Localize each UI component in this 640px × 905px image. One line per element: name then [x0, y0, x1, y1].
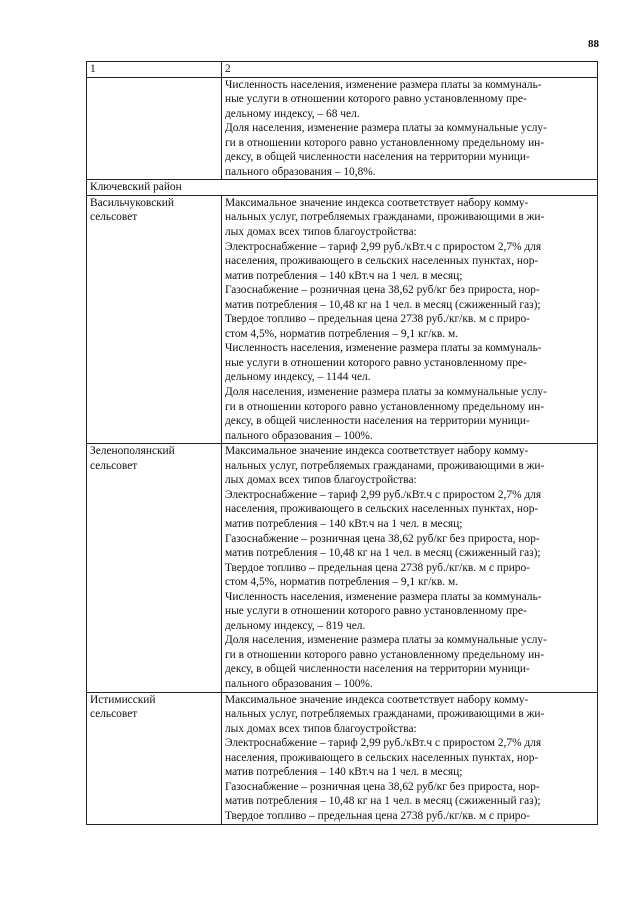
paragraph: Электроснабжение – тариф 2,99 руб./кВт.ч с приростом 2,7% для населения, проживающего в сельских населенных пунктах, нор- матив потребления – 140 кВт.ч на 1 чел. в месяц;: [225, 240, 542, 282]
municipality-name: [87, 77, 222, 180]
indicator-description: [222, 77, 598, 180]
paragraph: Электроснабжение – тариф 2,99 руб./кВт.ч с приростом 2,7% для населения, проживающего в сельских населенных пунктах, нор- матив потребления – 140 кВт.ч на 1 чел. в месяц;: [225, 737, 542, 779]
paragraph: Доля населения, изменение размера платы за коммунальные услу- ги в отношении которого равно установленному предельному ин- дексу, в общей численности населения на территории муници- пального образования – 100%.: [225, 634, 547, 690]
municipality-name-text: Зеленополянский сельсовет: [90, 445, 175, 472]
table-header-row: [87, 62, 598, 78]
municipality-name: [87, 692, 222, 824]
paragraph: Максимальное значение индекса соответствует набору комму- нальных услуг, потребляемых гражданами, проживающими в жи- лых домах всех типов благоустройства:: [225, 196, 545, 239]
paragraph: Электроснабжение – тариф 2,99 руб./кВт.ч с приростом 2,7% для населения, проживающего в сельских населенных пунктах, нор- матив потребления – 140 кВт.ч на 1 чел. в месяц;: [225, 488, 542, 530]
paragraph: Максимальное значение индекса соответствует набору комму- нальных услуг, потребляемых гражданами, проживающими в жи- лых домах всех типов благоустройства:: [225, 693, 545, 735]
municipality-name-text: Истимисский сельсовет: [90, 693, 156, 721]
table-row: [87, 195, 598, 443]
column-header-1: 1: [87, 62, 222, 78]
indicator-description: [222, 444, 598, 692]
indicator-description: [222, 195, 598, 443]
paragraph: Численность населения, изменение размера платы за коммуналь- ные услуги в отношении которого равно установленному пре- дельному индексу, – 819 чел.: [225, 590, 542, 632]
table-row: [87, 77, 598, 180]
municipality-name: [87, 195, 222, 443]
paragraph: Газоснабжение – розничная цена 38,62 руб/кг без прироста, нор- матив потребления – 10,48 кг на 1 чел. в месяц (сжиженный газ);: [225, 780, 541, 808]
municipality-name: [87, 444, 222, 692]
paragraph: Газоснабжение – розничная цена 38,62 руб/кг без прироста, нор- матив потребления – 10,48 кг на 1 чел. в месяц (сжиженный газ);: [225, 532, 541, 560]
municipality-name-text: Васильчуковский сельсовет: [90, 196, 174, 224]
clipped-text-area: [225, 693, 594, 824]
paragraph: Твердое топливо – предельная цена 2738 руб./кг/кв. м с приро- стом 4,5%, норматив потребления – 9,1 кг/кв. м.: [225, 561, 530, 589]
paragraph: Твердое топливо – предельная цена 2738 руб./кг/кв. м с приро-: [225, 809, 530, 822]
paragraph: Твердое топливо – предельная цена 2738 руб./кг/кв. м с приро- стом 4,5%, норматив потребления – 9,1 кг/кв. м.: [225, 313, 530, 340]
municipal-index-table: [86, 61, 598, 825]
district-title: Ключевский район: [87, 180, 598, 196]
paragraph: Газоснабжение – розничная цена 38,62 руб/кг без прироста, нор- матив потребления – 10,48 кг на 1 чел. в месяц (сжиженный газ);: [225, 284, 541, 311]
page-number: 88: [588, 38, 599, 50]
paragraph: Доля населения, изменение размера платы за коммунальные услу- ги в отношении которого равно установленному предельному ин- дексу, в общей численности населения на территории муници- пального образования – 100%.: [225, 386, 547, 442]
table-row: [87, 692, 598, 824]
paragraph: Численность населения, изменение размера платы за коммуналь- ные услуги в отношении которого равно установленному пре- дельному индексу, – 68 чел.: [225, 78, 542, 120]
table-row: [87, 444, 598, 692]
paragraph: Численность населения, изменение размера платы за коммуналь- ные услуги в отношении которого равно установленному пре- дельному индексу, – 1144 чел.: [225, 342, 542, 384]
indicator-description: [222, 692, 598, 824]
section-row: [87, 180, 598, 196]
paragraph: Максимальное значение индекса соответствует набору комму- нальных услуг, потребляемых гражданами, проживающими в жи- лых домах всех типов благоустройства:: [225, 445, 545, 487]
column-header-2: 2: [222, 62, 598, 78]
paragraph: Доля населения, изменение размера платы за коммунальные услу- ги в отношении которого равно установленному предельному ин- дексу, в общей численности населения на территории муници- пального образования – 10,8%.: [225, 122, 547, 178]
